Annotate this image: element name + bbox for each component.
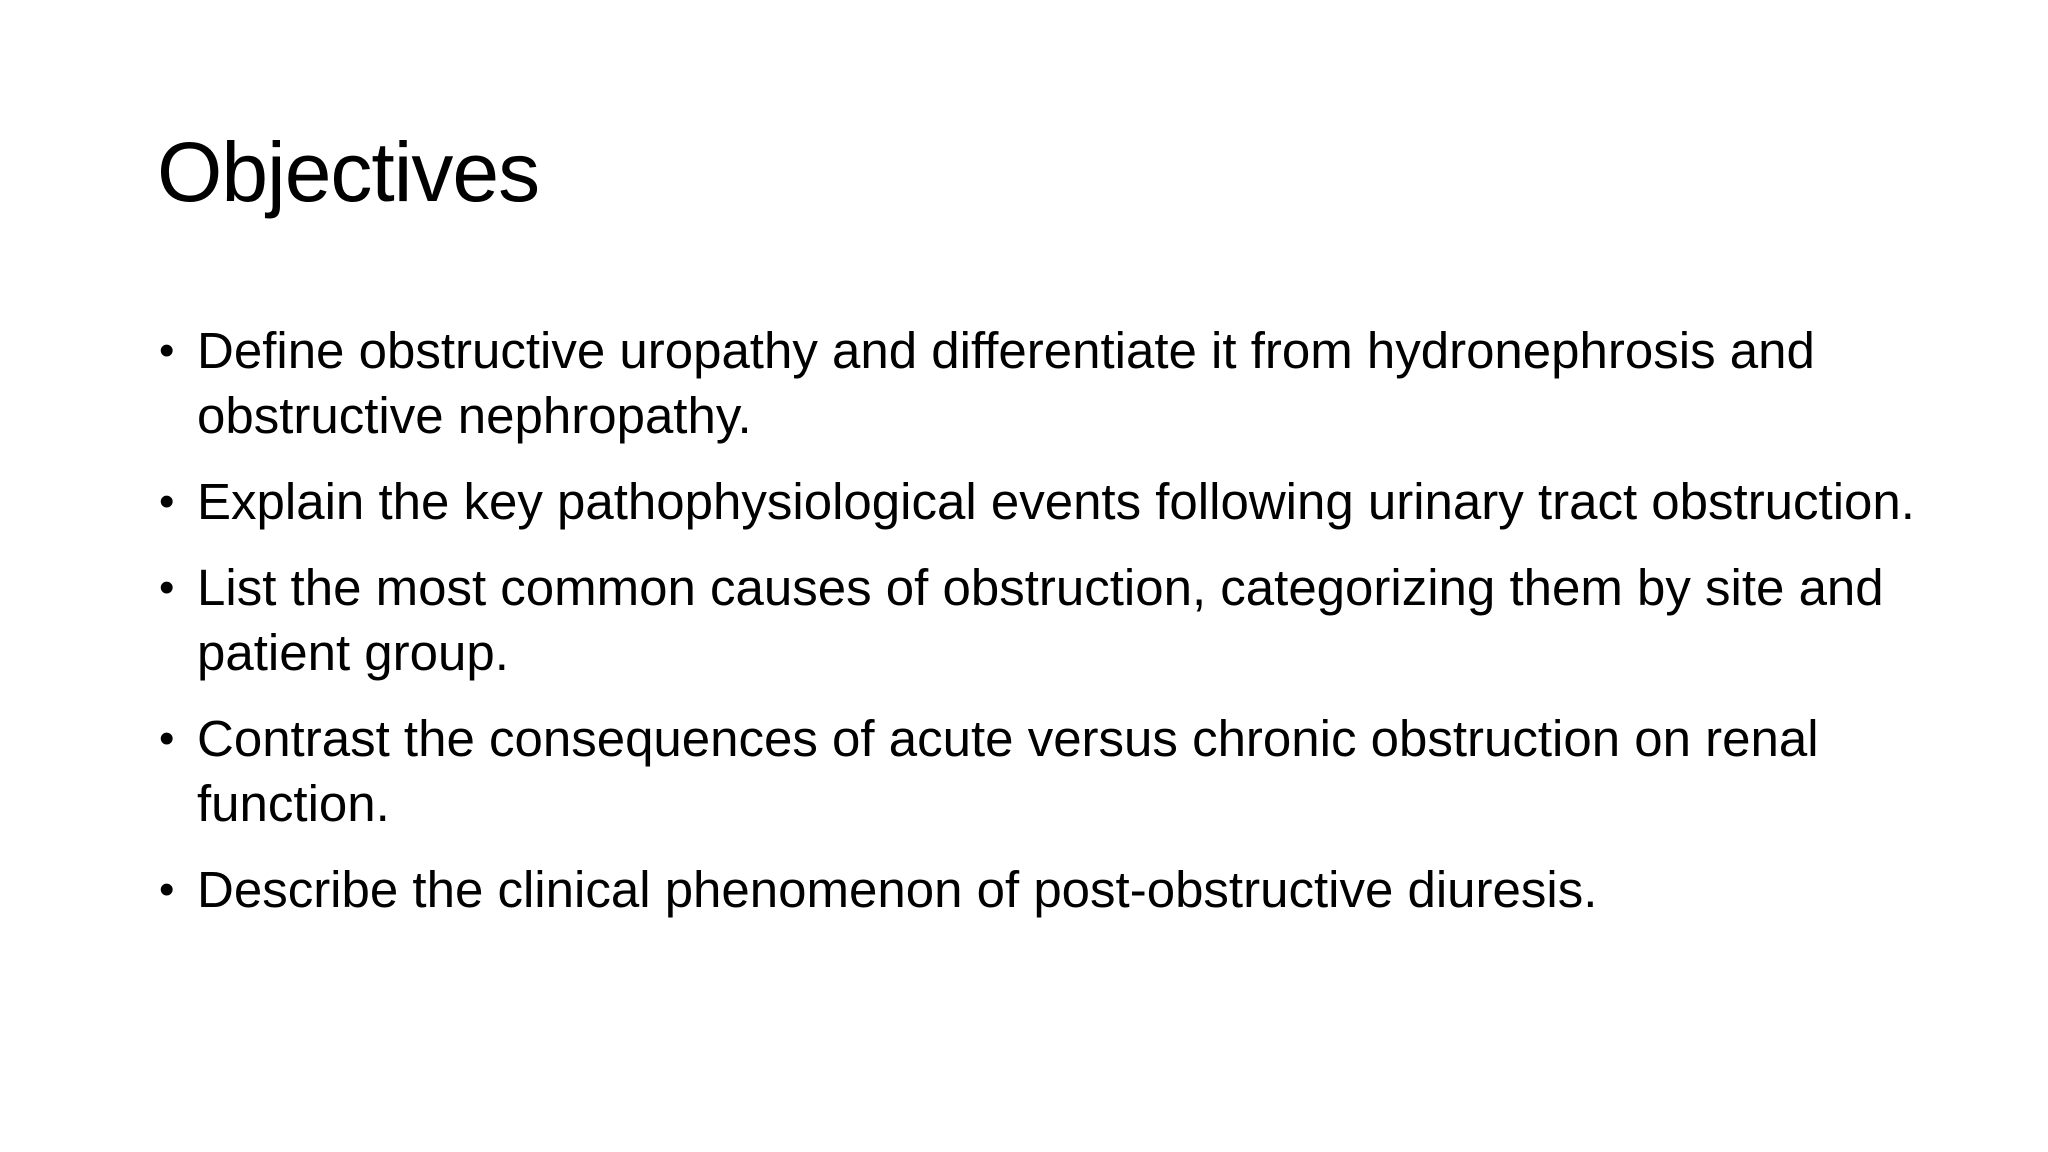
- list-item-text: Define obstructive uropathy and differentiate it from hydronephrosis and obstructive nephropathy.: [197, 322, 1815, 444]
- bullet-icon: •: [159, 865, 175, 914]
- list-item: [157, 555, 1917, 685]
- bullet-icon: •: [159, 326, 175, 375]
- list-item: [157, 857, 1917, 922]
- list-item-text: List the most common causes of obstruction, categorizing them by site and patient group.: [197, 559, 1884, 681]
- list-item-text: Contrast the consequences of acute versus chronic obstruction on renal function.: [197, 710, 1819, 832]
- list-item-text: Explain the key pathophysiological events following urinary tract obstruction.: [197, 473, 1915, 530]
- list-item: [157, 706, 1917, 836]
- list-item: [157, 469, 1917, 534]
- objectives-list: [157, 318, 1917, 943]
- bullet-icon: •: [159, 477, 175, 526]
- bullet-icon: •: [159, 563, 175, 612]
- list-item: [157, 318, 1917, 448]
- bullet-icon: •: [159, 714, 175, 763]
- list-item-text: Describe the clinical phenomenon of post-obstructive diuresis.: [197, 861, 1598, 918]
- slide-title: Objectives: [157, 125, 540, 219]
